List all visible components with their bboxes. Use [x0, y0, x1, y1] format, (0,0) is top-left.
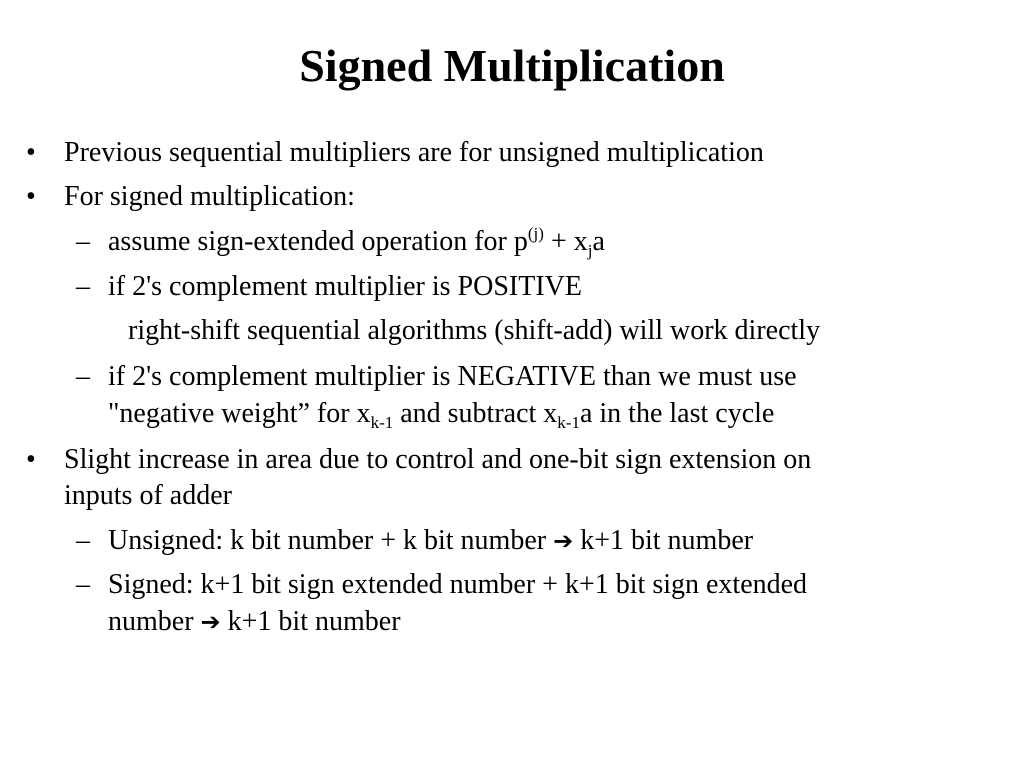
- subitem-negative-multiplier-line1: if 2's complement multiplier is NEGATIVE than we must use: [108, 361, 797, 392]
- superscript-j: (j): [527, 224, 544, 243]
- text-fragment: + x: [543, 226, 588, 257]
- dash-marker: –: [76, 525, 90, 556]
- subitem-sign-extended-operation: [108, 224, 605, 260]
- subitem-positive-multiplier: if 2's complement multiplier is POSITIVE: [108, 271, 582, 302]
- text-fragment: "negative weight” for x: [108, 398, 371, 429]
- text-fragment: assume sign-extended operation for p: [108, 226, 528, 257]
- subscript-j: j: [587, 241, 593, 260]
- subscript-k-1: k-1: [370, 413, 394, 432]
- bullet-marker: •: [26, 137, 36, 168]
- bullet-area-increase-line1: Slight increase in area due to control and one-bit sign extension on: [64, 444, 812, 475]
- subscript-k-1: k-1: [557, 413, 580, 432]
- text-fragment: a in the last cycle: [579, 398, 775, 429]
- text-fragment: and subtract x: [393, 398, 558, 429]
- bullet-signed-multiplication: For signed multiplication:: [64, 181, 355, 212]
- bullet-previous-multipliers: Previous sequential multipliers are for unsigned multiplication: [64, 137, 764, 168]
- right-arrow-icon: ➔: [553, 527, 574, 555]
- dash-marker: –: [76, 226, 90, 257]
- subitem-unsigned-size: [108, 523, 753, 559]
- text-fragment: a: [592, 226, 605, 257]
- subitem-signed-size-line1: Signed: k+1 bit sign extended number + k+1 bit sign extended: [108, 569, 808, 600]
- dash-marker: –: [76, 271, 90, 302]
- text-fragment: k+1 bit number: [220, 606, 401, 637]
- subitem-signed-size-line2: [108, 604, 401, 640]
- subitem-positive-continuation: right-shift sequential algorithms (shift-add) will work directly: [128, 315, 821, 346]
- dash-marker: –: [76, 361, 90, 392]
- text-fragment: Unsigned: k bit number + k bit number: [108, 525, 554, 556]
- text-fragment: k+1 bit number: [573, 525, 754, 556]
- dash-marker: –: [76, 569, 90, 600]
- bullet-marker: •: [26, 181, 36, 212]
- text-fragment: number: [108, 606, 201, 637]
- bullet-area-increase-line2: inputs of adder: [64, 480, 232, 511]
- bullet-marker: •: [26, 444, 36, 475]
- slide-title: Signed Multiplication: [299, 40, 725, 91]
- subitem-negative-multiplier-line2: [108, 396, 774, 432]
- right-arrow-icon: ➔: [200, 608, 221, 636]
